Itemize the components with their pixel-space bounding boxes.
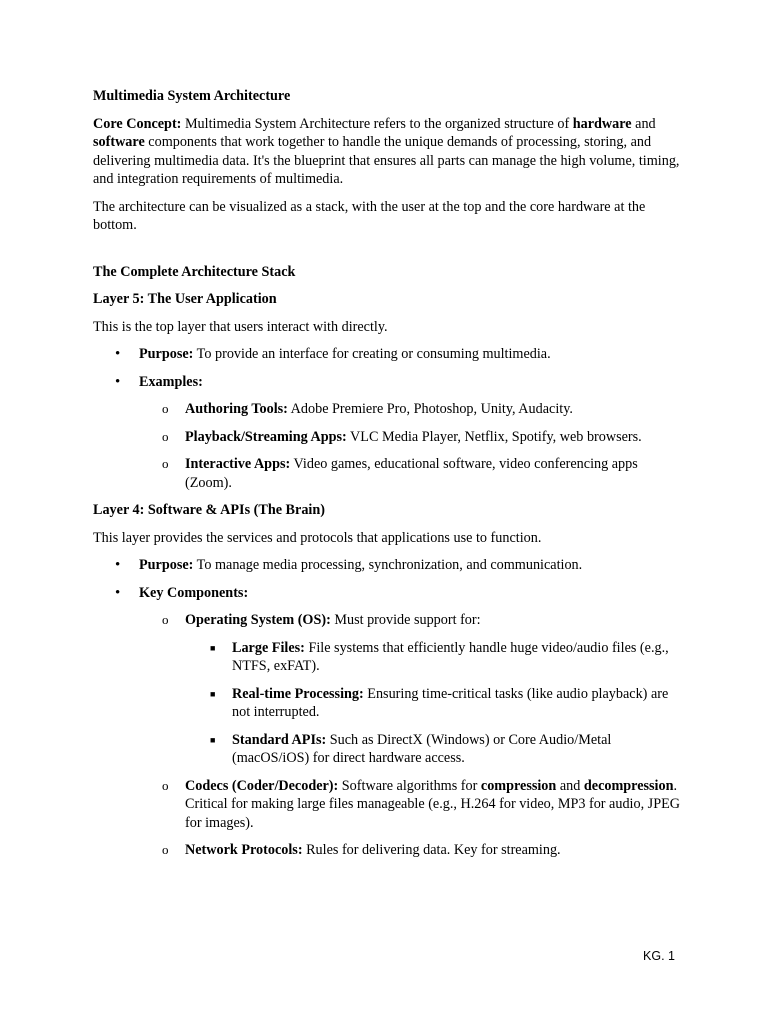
core-bold-hardware: hardware [572, 115, 632, 132]
intro-paragraph: The architecture can be visualized as a stack, with the user at the top and the core hardware at the bottom. [93, 198, 646, 233]
components-label: Key Components: [139, 584, 249, 601]
layer4-purpose-item [93, 556, 683, 575]
os-item-text: Such as DirectX (Windows) or Core Audio/Metal (macOS/iOS) for direct hardware access. [232, 731, 612, 766]
os-item-text: File systems that efficiently handle huge video/audio files (e.g., NTFS, exFAT). [232, 639, 669, 674]
circle-bullet-marker: o [162, 428, 169, 444]
os-item-text: Ensuring time-critical tasks (like audio playback) are not interrupted. [232, 685, 669, 720]
example-item-playback [93, 428, 683, 447]
example-item-authoring [93, 400, 683, 419]
bullet-marker: • [115, 373, 121, 390]
circle-bullet-marker: o [162, 842, 169, 857]
component-item-codecs [93, 777, 683, 833]
layer4-heading: Layer 4: Software & APIs (The Brain) [93, 502, 325, 518]
example-item-interactive [93, 455, 683, 492]
layer4-components-item [93, 584, 683, 603]
page-footer: KG. 1 [643, 949, 675, 963]
example-label: Authoring Tools: [185, 401, 288, 417]
core-concept-label: Core Concept: [93, 115, 182, 132]
os-item-label: Standard APIs: [232, 731, 327, 748]
network-text: Rules for delivering data. Key for streaming. [302, 842, 561, 858]
network-label: Network Protocols: [185, 842, 303, 858]
os-item-large-files [93, 639, 683, 676]
core-bold-software: software [93, 134, 145, 150]
circle-bullet-marker: o [162, 401, 169, 416]
purpose-label: Purpose: [139, 557, 194, 573]
codecs-text-3: . Critical for making large files manageable (e.g., H.264 for video, MP3 for audio, JPEG for images). [185, 777, 680, 831]
purpose-text: To manage media processing, synchronization, and communication. [193, 557, 583, 573]
example-text: Adobe Premiere Pro, Photoshop, Unity, Audacity. [287, 401, 573, 417]
component-item-os [93, 611, 683, 630]
core-concept-paragraph [93, 115, 683, 189]
example-text: Video games, educational software, video conferencing apps (Zoom). [185, 456, 638, 491]
square-bullet-marker: ■ [210, 734, 216, 745]
purpose-text: To provide an interface for creating or consuming multimedia. [193, 346, 551, 362]
os-item-label: Large Files: [232, 639, 305, 656]
document-title: Multimedia System Architecture [93, 88, 291, 104]
os-item-realtime [93, 685, 683, 722]
component-item-network [93, 841, 683, 860]
example-label: Interactive Apps: [185, 456, 291, 472]
layer5-examples-item [93, 373, 683, 392]
purpose-label: Purpose: [139, 346, 194, 362]
examples-label: Examples: [139, 373, 203, 390]
codecs-text-2: and [556, 777, 584, 794]
codecs-text-1: Software algorithms for [338, 777, 481, 794]
bullet-marker: • [115, 346, 121, 362]
example-text: VLC Media Player, Netflix, Spotify, web browsers. [346, 428, 642, 445]
circle-bullet-marker: o [162, 777, 169, 793]
os-item-apis [93, 731, 683, 768]
stack-heading: The Complete Architecture Stack [93, 263, 296, 280]
core-text-3: components that work together to handle the unique demands of processing, storing, and delivering multimedia data. It's the blueprint that ensures all parts can manage the high volume, timing, and integration requirements of multimedia. [93, 134, 680, 187]
circle-bullet-marker: o [162, 456, 169, 471]
document-page [93, 87, 683, 869]
core-text-1: Multimedia System Architecture refers to the organized structure of [181, 115, 573, 132]
os-text: Must provide support for: [330, 612, 481, 628]
layer5-purpose-item [93, 345, 683, 364]
layer5-heading: Layer 5: The User Application [93, 291, 277, 307]
codecs-label: Codecs (Coder/Decoder): [185, 777, 339, 794]
codecs-bold-compression: compression [480, 777, 557, 794]
os-item-label: Real-time Processing: [232, 685, 364, 702]
bullet-marker: • [115, 584, 121, 601]
layer4-description: This layer provides the services and protocols that applications use to function. [93, 529, 542, 546]
codecs-bold-decompression: decompression [583, 777, 674, 794]
os-label: Operating System (OS): [185, 612, 331, 628]
layer5-description: This is the top layer that users interact with directly. [93, 318, 388, 335]
example-label: Playback/Streaming Apps: [185, 428, 347, 445]
core-text-2: and [631, 115, 656, 132]
square-bullet-marker: ■ [210, 688, 216, 699]
bullet-marker: • [115, 557, 121, 573]
circle-bullet-marker: o [162, 612, 169, 627]
square-bullet-marker: ■ [210, 642, 216, 653]
